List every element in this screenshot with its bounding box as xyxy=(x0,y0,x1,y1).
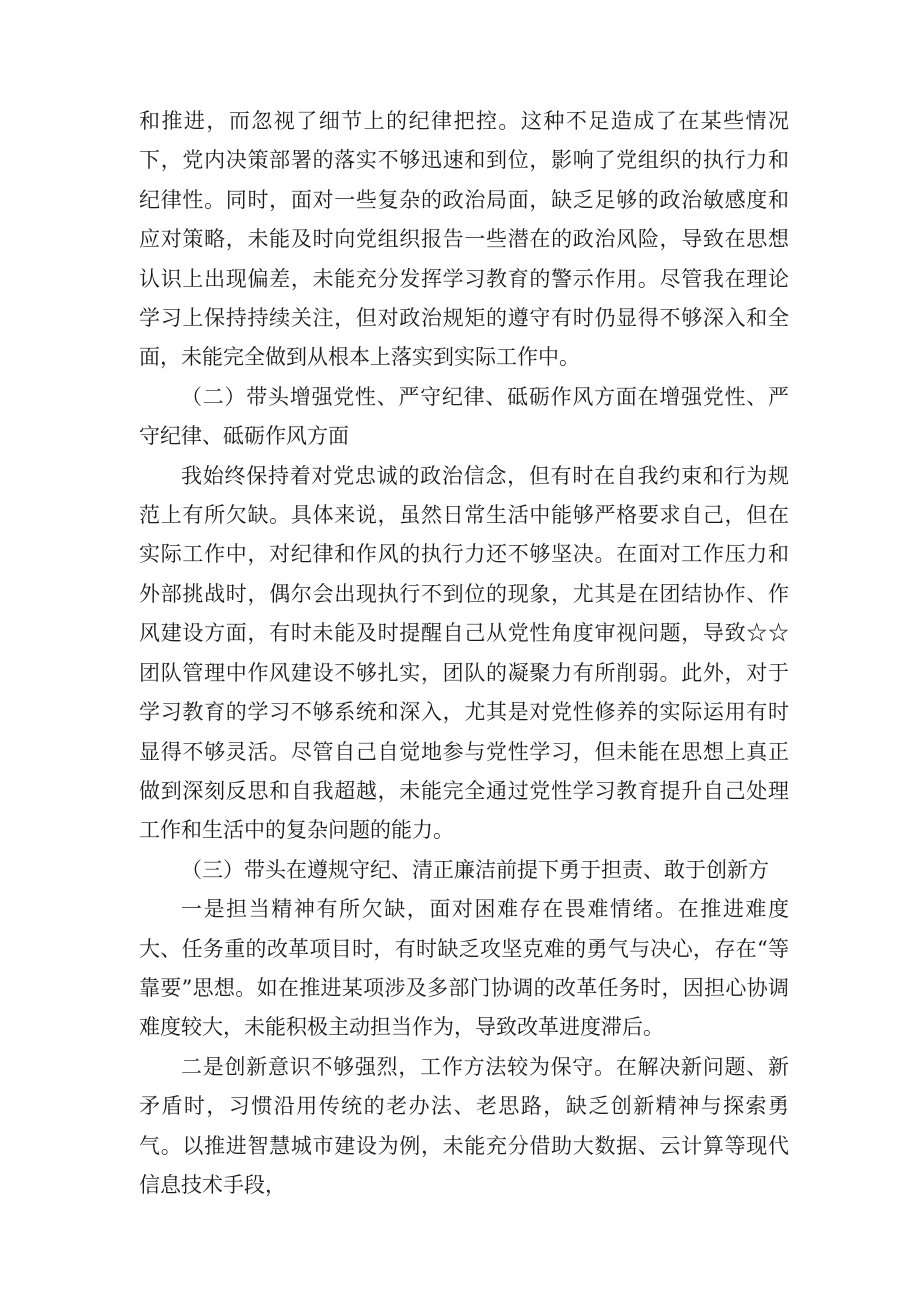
paragraph-continuation: 和推进，而忽视了细节上的纪律把控。这种不足造成了在某些情况下，党内决策部署的落实不够迅速和到位，影响了党组织的执行力和纪律性。同时，面对一些复杂的政治局面，缺乏足够的政治敏感度和应对策略，未能及时向党组织报告一些潜在的政治风险，导致在思想认识上出现偏差，未能充分发挥学习教育的警示作用。尽管我在理论学习上保持持续关注，但对政治规矩的遵守有时仍显得不够深入和全面，未能完全做到从根本上落实到实际工作中。 xyxy=(139,109,789,370)
paragraph-innovation: 二是创新意识不够强烈，工作方法较为保守。在解决新问题、新矛盾时，习惯沿用传统的老办法、老思路，缺乏创新精神与探索勇气。以推进智慧城市建设为例，未能充分借助大数据、云计算等现代信息技术手段， xyxy=(139,1054,789,1197)
section-heading-2: （二）带头增强党性、严守纪律、砥砺作风方面在增强党性、严守纪律、砥砺作风方面 xyxy=(139,384,789,449)
document-body xyxy=(139,102,789,1205)
section-heading-3: （三）带头在遵规守纪、清正廉洁前提下勇于担责、敢于创新方 xyxy=(181,857,769,882)
paragraph-responsibility: 一是担当精神有所欠缺，面对困难存在畏难情绪。在推进难度大、任务重的改革项目时，有时缺乏攻坚克难的勇气与决心，存在“等靠要”思想。如在推进某项涉及多部门协调的改革任务时，因担心协调难度较大，未能积极主动担当作为，导致改革进度滞后。 xyxy=(139,897,789,1040)
paragraph-party-spirit: 我始终保持着对党忠诚的政治信念，但有时在自我约束和行为规范上有所欠缺。具体来说，虽然日常生活中能够严格要求自己，但在实际工作中，对纪律和作风的执行力还不够坚决。在面对工作压力和外部挑战时，偶尔会出现执行不到位的现象，尤其是在团结协作、作风建设方面，有时未能及时提醒自己从党性角度审视问题，导致☆☆团队管理中作风建设不够扎实，团队的凝聚力有所削弱。此外，对于学习教育的学习不够系统和深入，尤其是对党性修养的实际运用有时显得不够灵活。尽管自己自觉地参与党性学习，但未能在思想上真正做到深刻反思和自我超越，未能完全通过党性学习教育提升自己处理工作和生活中的复杂问题的能力。 xyxy=(139,463,789,843)
